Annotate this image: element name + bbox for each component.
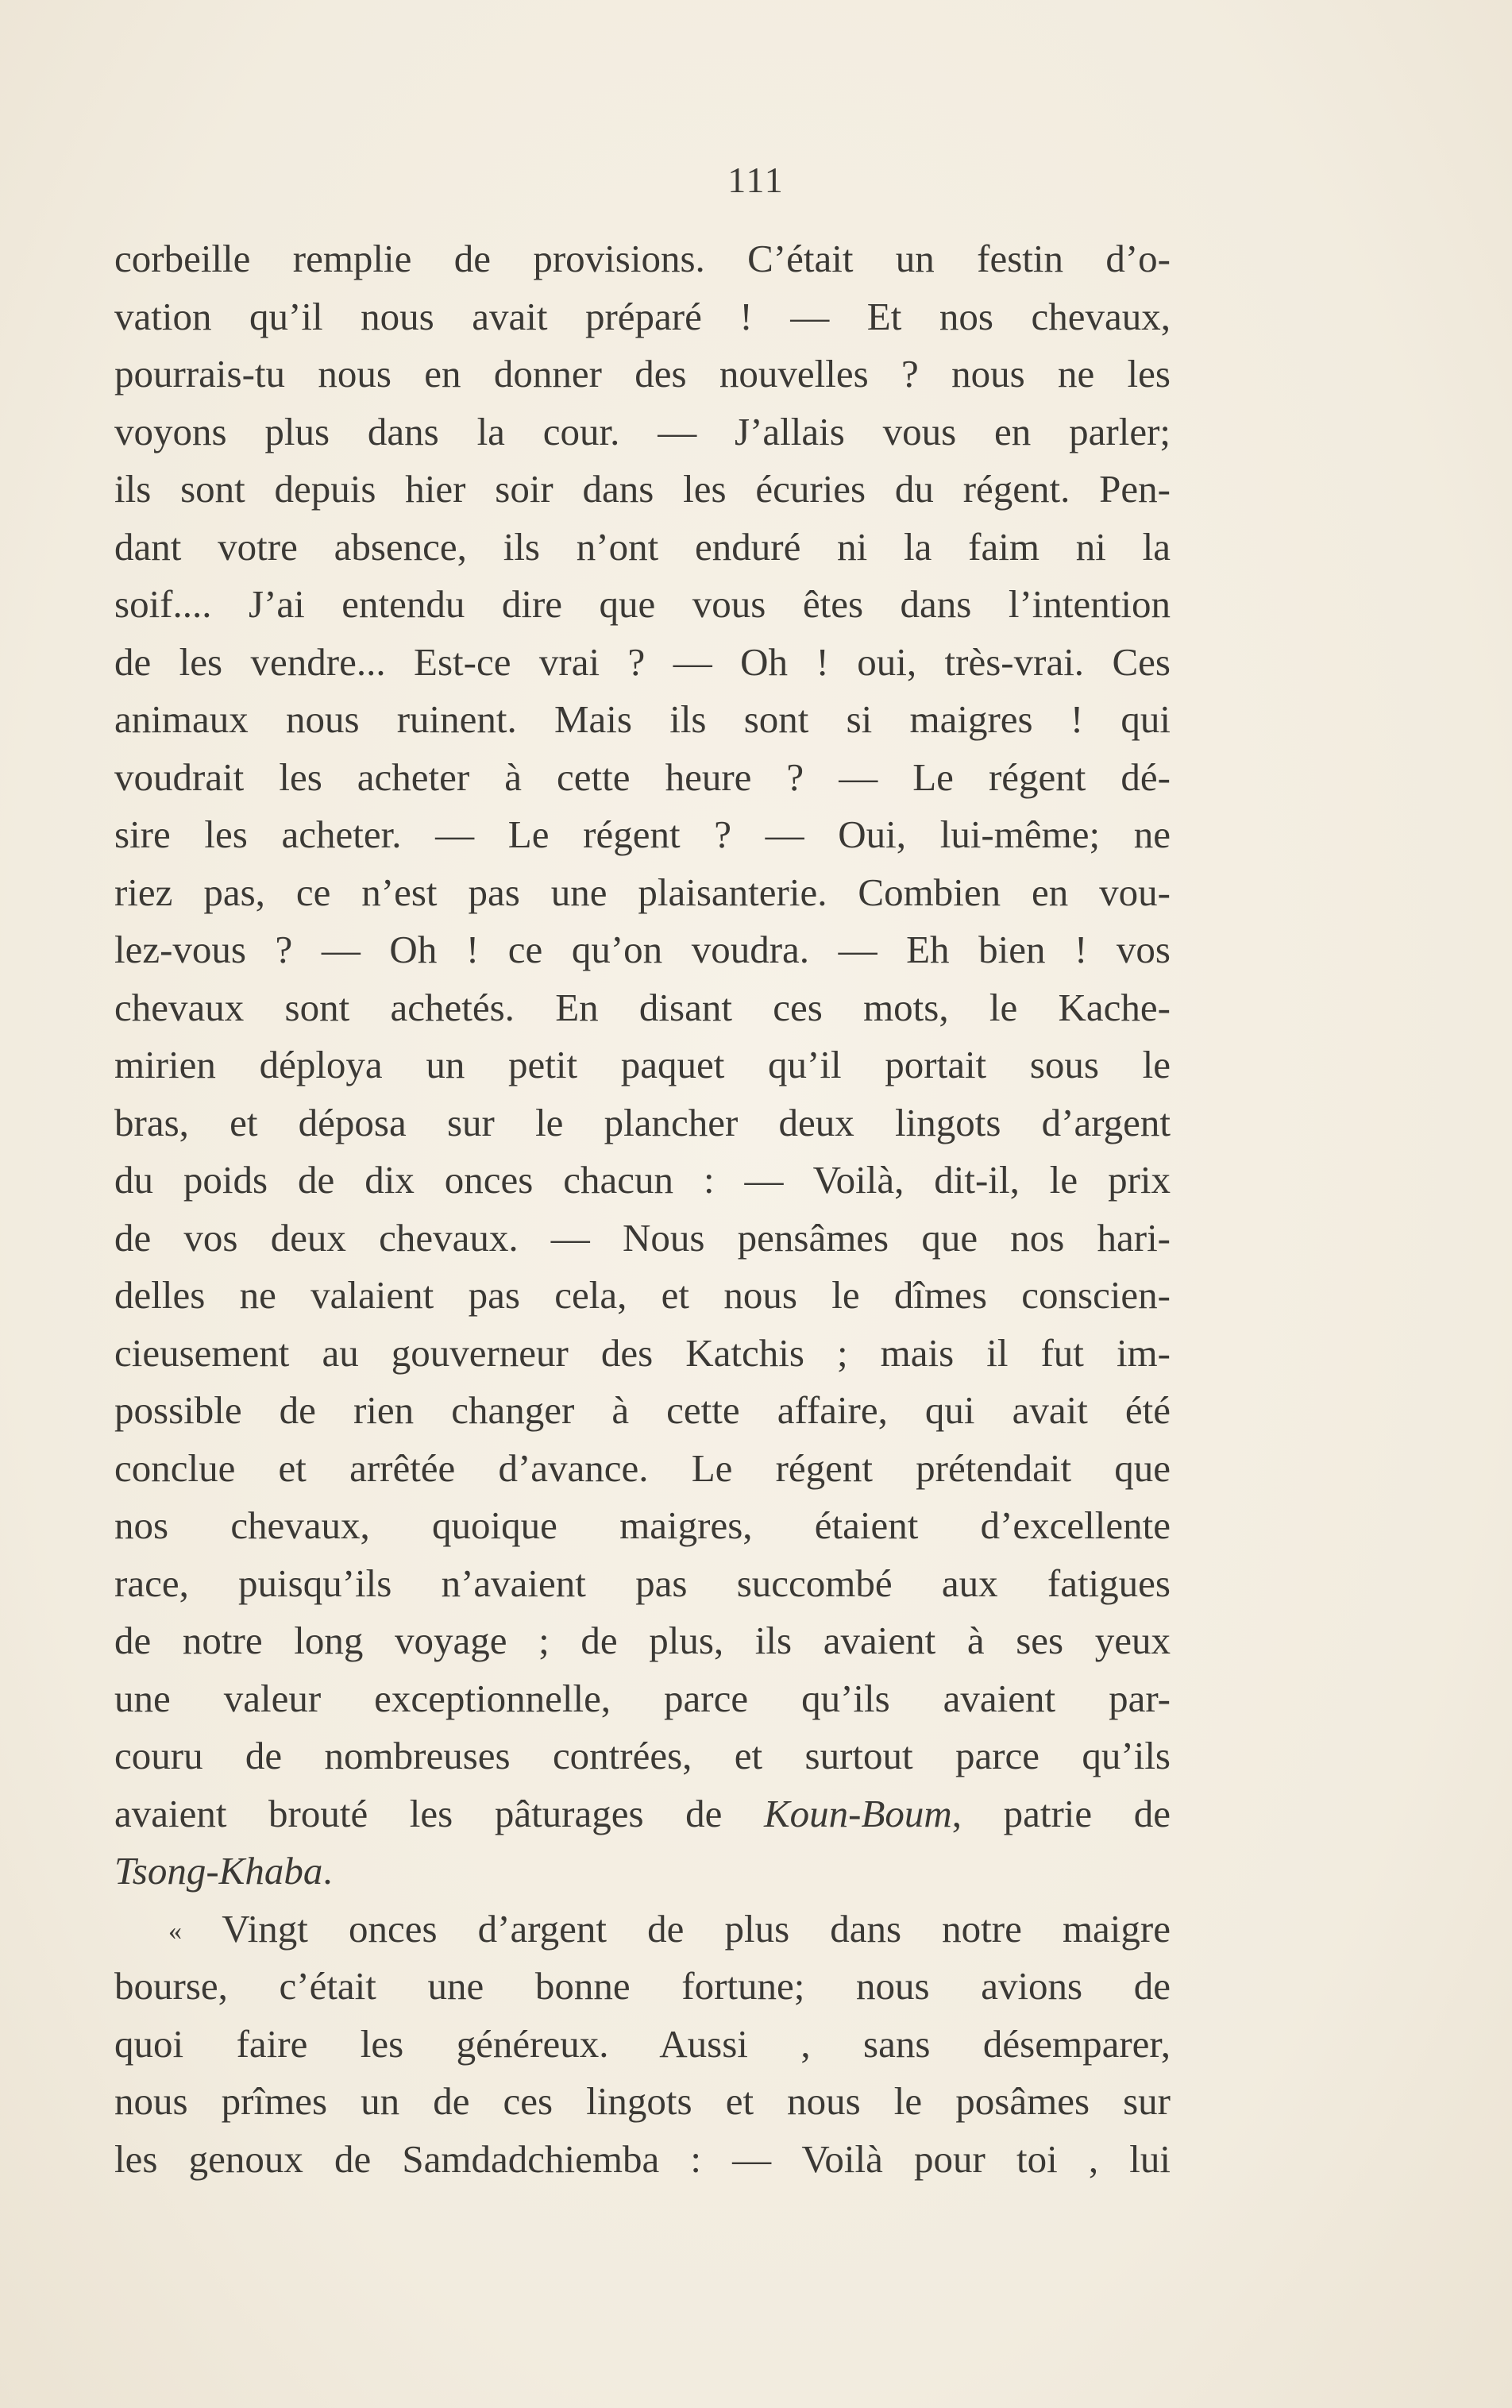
text-segment: , patrie de	[951, 1791, 1171, 1835]
text-line: animaux nous ruinent. Mais ils sont si maigres ! qui	[114, 697, 1171, 741]
text-line: couru de nombreuses contrées, et surtout parce qu’ils	[114, 1734, 1171, 1777]
text-line: delles ne valaient pas cela, et nous le dîmes conscien-	[114, 1273, 1171, 1317]
text-line: bras, et déposa sur le plancher deux lingots d’argent	[114, 1100, 1171, 1144]
text-line: de notre long voyage ; de plus, ils avaient à ses yeux	[114, 1619, 1171, 1662]
text-line: de vos deux chevaux. — Nous pensâmes que nos hari-	[114, 1215, 1171, 1260]
text-line: pourrais-tu nous en donner des nouvelles ? nous ne les	[114, 352, 1171, 396]
person-name-italic: Tsong-Khaba	[114, 1849, 323, 1893]
text-line: une valeur exceptionnelle, parce qu’ils avaient par-	[114, 1676, 1171, 1720]
text-line: sire les acheter. — Le régent ? — Oui, lui-même; ne	[114, 812, 1171, 856]
text-segment: .	[322, 1849, 333, 1893]
opening-quote-mark: «	[168, 1916, 182, 1946]
place-name-italic: Koun-Boum	[763, 1791, 952, 1835]
text-line: mirien déploya un petit paquet qu’il portait sous le	[114, 1043, 1171, 1086]
text-line: vation qu’il nous avait préparé ! — Et nos chevaux,	[114, 294, 1171, 338]
text-line: riez pas, ce n’est pas une plaisanterie. Combien en vou-	[114, 870, 1171, 914]
text-line: ils sont depuis hier soir dans les écuries du régent. Pen-	[114, 467, 1171, 511]
paragraph-end-line	[114, 1843, 1171, 1901]
text-line: nous prîmes un de ces lingots et nous le posâmes sur	[114, 2079, 1171, 2123]
text-line: race, puisqu’ils n’avaient pas succombé aux fatigues	[114, 1561, 1171, 1605]
text-line: chevaux sont achetés. En disant ces mots, le Kache-	[114, 985, 1171, 1029]
text-line: soif.... J’ai entendu dire que vous êtes dans l’intention	[114, 582, 1171, 626]
text-line: nos chevaux, quoique maigres, étaient d’excellente	[114, 1503, 1171, 1547]
text-line-with-italic	[114, 1785, 1171, 1843]
paragraph-start-line	[114, 1901, 1171, 1958]
text-line: quoi faire les généreux. Aussi , sans désemparer,	[114, 2021, 1171, 2066]
text-line: dant votre absence, ils n’ont enduré ni la faim ni la	[114, 524, 1171, 569]
text-line: lez-vous ? — Oh ! ce qu’on voudra. — Eh bien ! vos	[114, 928, 1171, 971]
text-line: cieusement au gouverneur des Katchis ; mais il fut im-	[114, 1330, 1171, 1375]
text-segment: Vingt onces d’argent de plus dans notre maigre	[222, 1906, 1171, 1951]
page-number: 111	[727, 160, 785, 200]
text-line: bourse, c’était une bonne fortune; nous avions de	[114, 1964, 1171, 2008]
text-line: possible de rien changer à cette affaire, qui avait été	[114, 1388, 1171, 1432]
text-line: conclue et arrêtée d’avance. Le régent prétendait que	[114, 1445, 1171, 1490]
text-line: corbeille remplie de provisions. C’était un festin d’o-	[114, 237, 1171, 280]
text-segment: avaient brouté les pâturages de	[114, 1791, 764, 1835]
text-line: du poids de dix onces chacun : — Voilà, dit-il, le prix	[114, 1158, 1171, 1202]
body-text	[114, 230, 1171, 2188]
text-line: les genoux de Samdadchiemba : — Voilà pour toi , lui	[114, 2136, 1171, 2181]
text-line: voyons plus dans la cour. — J’allais vous en parler;	[114, 409, 1171, 453]
text-line: de les vendre... Est-ce vrai ? — Oh ! oui, très-vrai. Ces	[114, 639, 1171, 684]
text-line: voudrait les acheter à cette heure ? — Le régent dé-	[114, 754, 1171, 799]
